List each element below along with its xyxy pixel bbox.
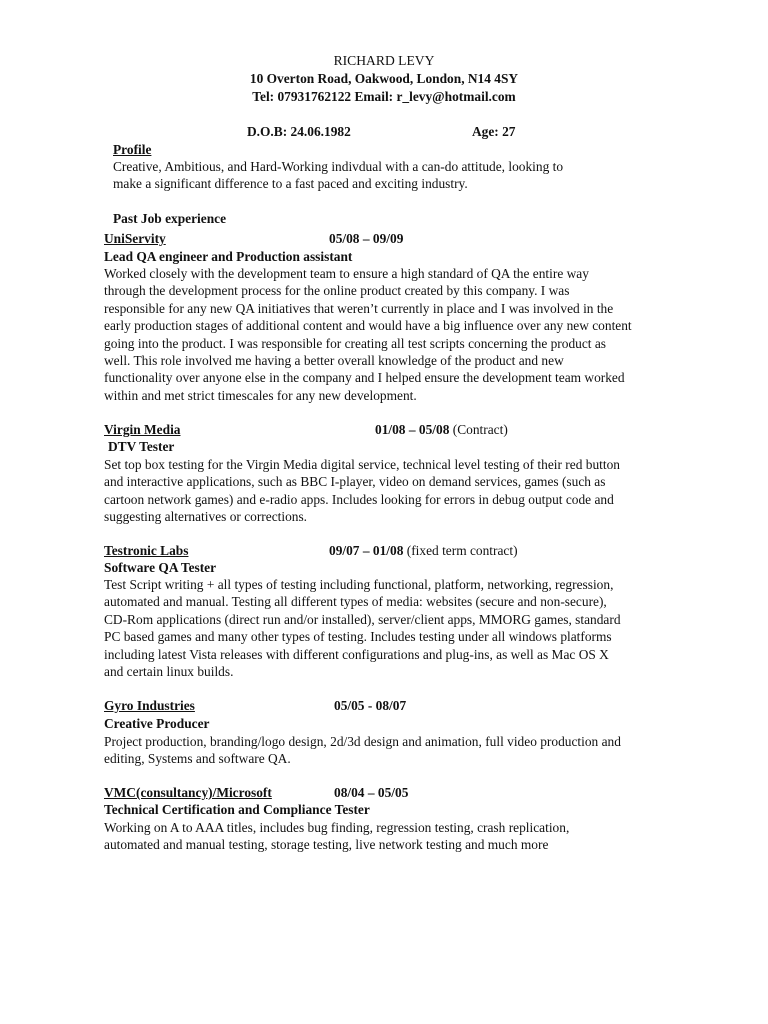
profile-text: Creative, Ambitious, and Hard-Working indivdual with a can-do attitude, looking to make a significant difference to a fast paced and exciting industry. (113, 159, 564, 192)
job-company: Gyro Industries (104, 698, 195, 713)
job-dates-value: 01/08 – 05/08 (375, 422, 450, 437)
job-dates-note: (fixed term contract) (403, 543, 518, 558)
job-dates (329, 230, 403, 247)
job-description: Working on A to AAA titles, includes bug finding, regression testing, crash replication, automated and manual testing, storage testing, live network testing and much more (104, 820, 570, 853)
job-dates-value: 09/07 – 01/08 (329, 543, 404, 558)
age: Age: 27 (472, 124, 516, 139)
job-description: Project production, branding/logo design, 2d/3d design and animation, full video production and editing, Systems and software QA. (104, 734, 621, 767)
job-dates-note: (Contract) (449, 422, 508, 437)
candidate-name: RICHARD LEVY (333, 53, 435, 68)
job-dates (334, 697, 406, 714)
job-dates-value: 05/05 - 08/07 (334, 698, 407, 713)
job-title: DTV Tester (108, 439, 175, 454)
job-description: Worked closely with the development team to ensure a high standard of QA the entire way through the development process for the online product created by this company. I was responsible for any new QA initiatives that weren’t currently in place and I was involved in the early production stages of additional content and would have a big influence over any new content going into the product. I was responsible for creating all test scripts concerning the product as well. This role involved me having a better overall knowledge of the product and new functionality over anyone else in the company and I helped ensure the development team worked within and met strict timescales for any new development. (104, 266, 632, 403)
job-company: Virgin Media (104, 422, 181, 437)
job-description: Test Script writing + all types of testing including functional, platform, networking, regression, automated and manual. Testing all different types of media: websites (secure and non-secure), CD-Rom applications (direct run and/or installed), server/client apps, MMORG games, standard PC based games and many other types of testing. Includes testing under all windows platforms including latest Vista releases with different configurations and plug-ins, as well as Mac OS X and certain linux builds. (104, 577, 621, 680)
job-title: Software QA Tester (104, 560, 217, 575)
candidate-address: 10 Overton Road, Oakwood, London, N14 4SY (249, 71, 519, 86)
job-description: Set top box testing for the Virgin Media digital service, technical level testing of their red button and interactive applications, such as BBC I-player, video on demand services, games (such as cartoon network games) and e-radio apps. Includes looking for errors in debug output code and suggesting alternatives or corrections. (104, 457, 620, 525)
job-dates (329, 542, 518, 559)
job-dates-value: 05/08 – 09/09 (329, 231, 404, 246)
job-dates-value: 08/04 – 05/05 (334, 785, 409, 800)
job-company: VMC(consultancy)/Microsoft (104, 785, 272, 800)
job-title: Technical Certification and Compliance Tester (104, 802, 370, 817)
job-company: Testronic Labs (104, 543, 189, 558)
job-company: UniServity (104, 231, 166, 246)
profile-heading: Profile (113, 142, 152, 157)
candidate-contact: Tel: 07931762122 Email: r_levy@hotmail.com (252, 89, 516, 104)
date-of-birth: D.O.B: 24.06.1982 (247, 124, 351, 139)
experience-heading: Past Job experience (113, 211, 227, 226)
job-dates (334, 784, 408, 801)
job-title: Creative Producer (104, 716, 210, 731)
job-title: Lead QA engineer and Production assistant (104, 249, 353, 264)
job-dates (375, 421, 508, 438)
